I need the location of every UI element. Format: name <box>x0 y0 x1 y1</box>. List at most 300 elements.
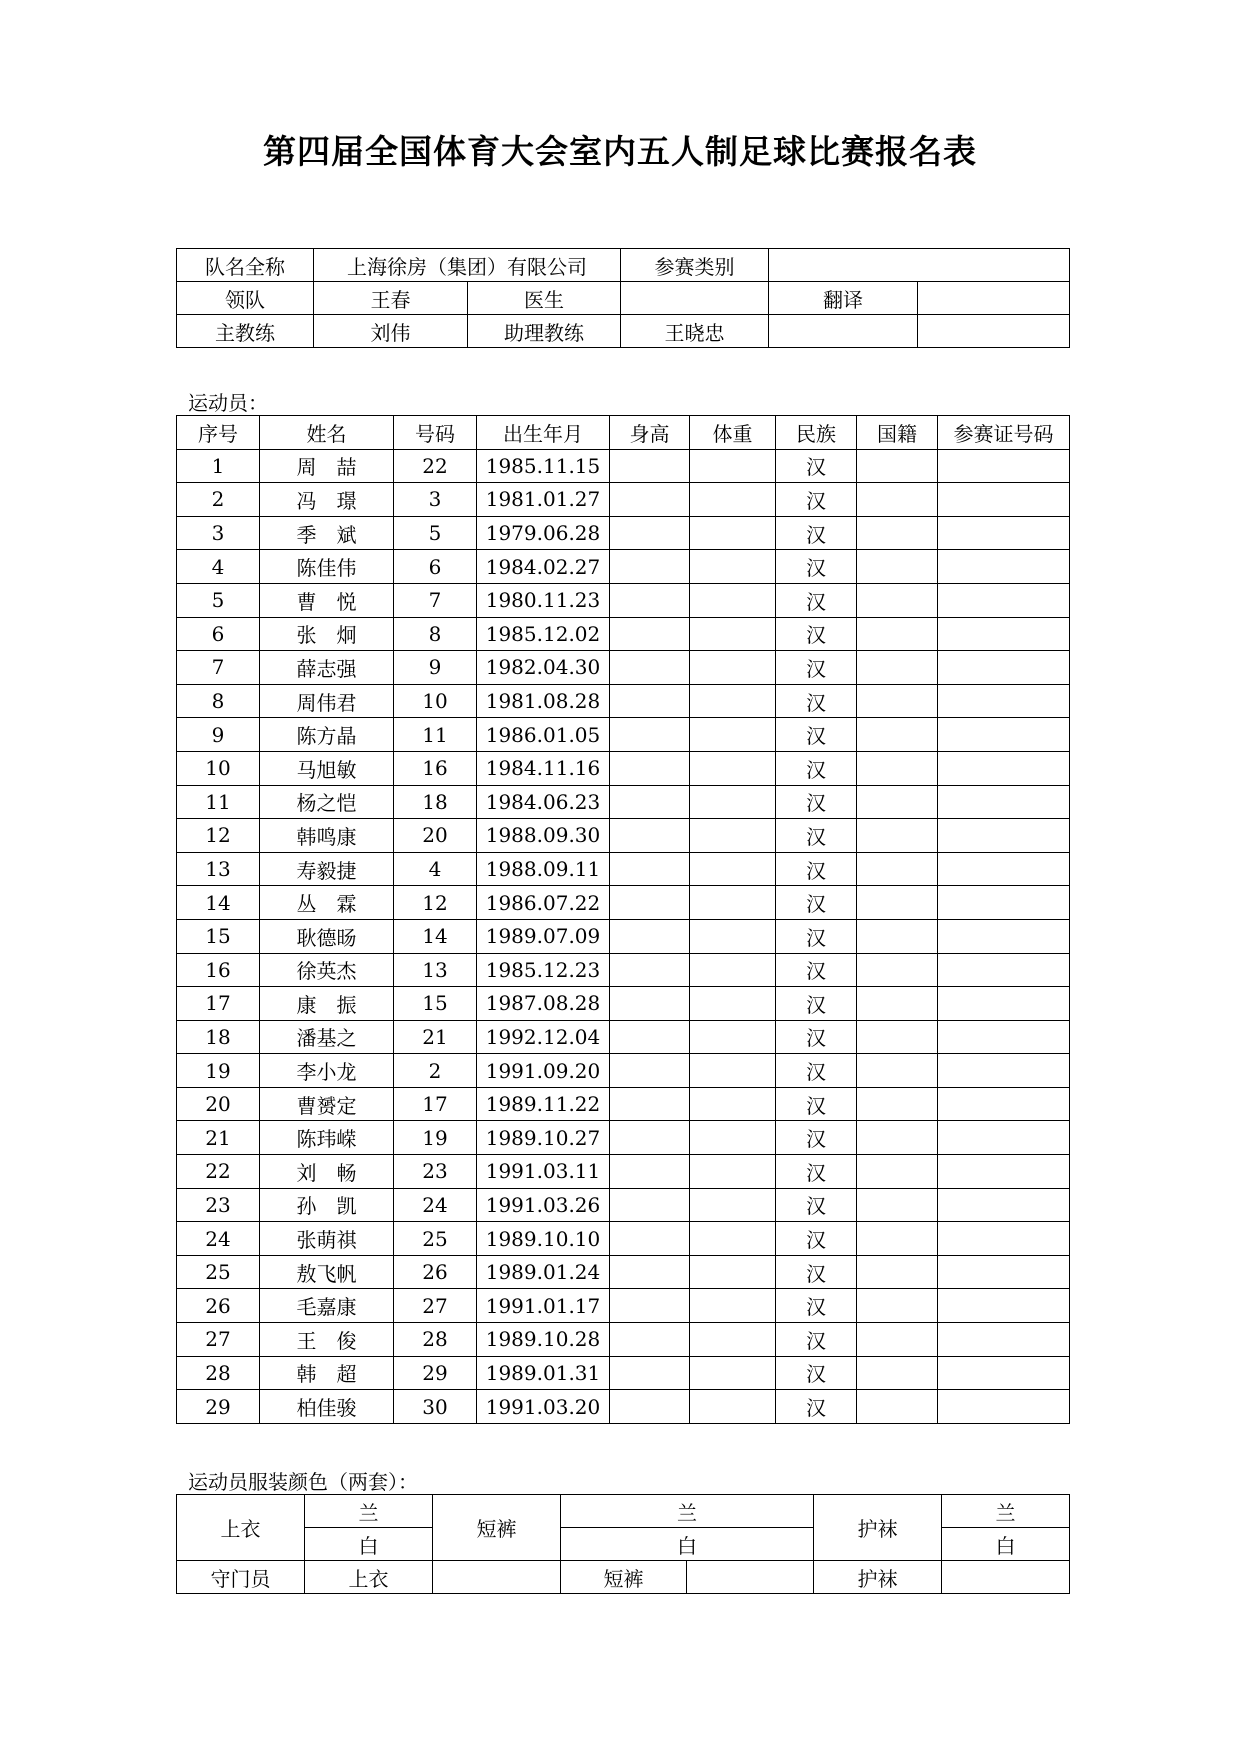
cell-nationality <box>857 987 938 1021</box>
cell-nationality <box>857 785 938 819</box>
cell-entry-card-number <box>938 987 1070 1021</box>
cell-name: 康 振 <box>260 987 394 1021</box>
table-row <box>177 953 1070 987</box>
cell-ethnicity: 汉 <box>776 852 857 886</box>
cell-ethnicity: 汉 <box>776 1020 857 1054</box>
cell-number: 25 <box>177 1255 260 1289</box>
cell-entry-card-number <box>938 953 1070 987</box>
cell-weight <box>690 919 776 953</box>
cell-weight <box>690 1390 776 1424</box>
cell-jersey-number: 4 <box>394 852 477 886</box>
cell-ethnicity: 汉 <box>776 1289 857 1323</box>
cell-birth-date: 1991.03.26 <box>477 1188 610 1222</box>
cell-name: 孙 凯 <box>260 1188 394 1222</box>
cell-birth-date: 1980.11.23 <box>477 583 610 617</box>
cell-weight <box>690 651 776 685</box>
cell-entry-card-number <box>938 1155 1070 1189</box>
shirt-color-2: 白 <box>305 1528 433 1561</box>
gk-socks-value <box>942 1561 1070 1594</box>
table-row <box>177 718 1070 752</box>
cell-height <box>610 1188 690 1222</box>
cell-name: 季 斌 <box>260 516 394 550</box>
cell-ethnicity: 汉 <box>776 785 857 819</box>
cell-nationality <box>857 1020 938 1054</box>
cell-entry-card-number <box>938 651 1070 685</box>
cell-number: 2 <box>177 483 260 517</box>
cell-number: 5 <box>177 583 260 617</box>
cell-entry-card-number <box>938 684 1070 718</box>
cell-entry-card-number <box>938 919 1070 953</box>
cell-entry-card-number <box>938 1390 1070 1424</box>
cell-height <box>610 1222 690 1256</box>
table-row <box>177 1054 1070 1088</box>
cell-entry-card-number <box>938 1323 1070 1357</box>
table-row <box>177 1356 1070 1390</box>
cell-weight <box>690 449 776 483</box>
cell-nationality <box>857 1356 938 1390</box>
leader-label: 领队 <box>177 282 314 315</box>
header-name: 姓名 <box>260 416 394 450</box>
cell-jersey-number: 25 <box>394 1222 477 1256</box>
cell-jersey-number: 21 <box>394 1020 477 1054</box>
cell-nationality <box>857 1255 938 1289</box>
cell-height <box>610 651 690 685</box>
goalkeeper-row <box>177 1561 1070 1594</box>
table-row <box>177 1323 1070 1357</box>
cell-birth-date: 1991.01.17 <box>477 1289 610 1323</box>
cell-birth-date: 1984.02.27 <box>477 550 610 584</box>
cell-name: 潘基之 <box>260 1020 394 1054</box>
cell-jersey-number: 17 <box>394 1087 477 1121</box>
cell-entry-card-number <box>938 449 1070 483</box>
cell-name: 杨之恺 <box>260 785 394 819</box>
cell-birth-date: 1979.06.28 <box>477 516 610 550</box>
cell-nationality <box>857 1087 938 1121</box>
cell-number: 8 <box>177 684 260 718</box>
cell-ethnicity: 汉 <box>776 1054 857 1088</box>
cell-jersey-number: 13 <box>394 953 477 987</box>
cell-height <box>610 953 690 987</box>
cell-weight <box>690 583 776 617</box>
table-row <box>177 449 1070 483</box>
cell-weight <box>690 819 776 853</box>
cell-jersey-number: 15 <box>394 987 477 1021</box>
cell-number: 10 <box>177 751 260 785</box>
cell-number: 6 <box>177 617 260 651</box>
cell-birth-date: 1986.07.22 <box>477 886 610 920</box>
cell-ethnicity: 汉 <box>776 550 857 584</box>
cell-entry-card-number <box>938 785 1070 819</box>
table-row <box>177 1289 1070 1323</box>
cell-ethnicity: 汉 <box>776 886 857 920</box>
doctor-label: 医生 <box>468 282 621 315</box>
cell-birth-date: 1989.10.28 <box>477 1323 610 1357</box>
cell-height <box>610 852 690 886</box>
cell-weight <box>690 1323 776 1357</box>
cell-nationality <box>857 449 938 483</box>
cell-birth-date: 1987.08.28 <box>477 987 610 1021</box>
table-row <box>177 1188 1070 1222</box>
category-value <box>769 249 1070 282</box>
cell-weight <box>690 751 776 785</box>
cell-birth-date: 1992.12.04 <box>477 1020 610 1054</box>
gk-socks-label: 护袜 <box>814 1561 942 1594</box>
cell-name: 刘 畅 <box>260 1155 394 1189</box>
cell-number: 18 <box>177 1020 260 1054</box>
cell-nationality <box>857 651 938 685</box>
cell-height <box>610 583 690 617</box>
cell-number: 9 <box>177 718 260 752</box>
cell-height <box>610 718 690 752</box>
cell-entry-card-number <box>938 1087 1070 1121</box>
cell-ethnicity: 汉 <box>776 1155 857 1189</box>
cell-nationality <box>857 1323 938 1357</box>
cell-name: 周伟君 <box>260 684 394 718</box>
cell-birth-date: 1984.06.23 <box>477 785 610 819</box>
cell-height <box>610 1356 690 1390</box>
cell-height <box>610 1121 690 1155</box>
cell-number: 14 <box>177 886 260 920</box>
cell-weight <box>690 886 776 920</box>
cell-jersey-number: 28 <box>394 1323 477 1357</box>
cell-number: 1 <box>177 449 260 483</box>
cell-birth-date: 1986.01.05 <box>477 718 610 752</box>
cell-entry-card-number <box>938 516 1070 550</box>
cell-nationality <box>857 1222 938 1256</box>
cell-height <box>610 516 690 550</box>
cell-number: 7 <box>177 651 260 685</box>
leader-value: 王春 <box>314 282 468 315</box>
cell-birth-date: 1981.01.27 <box>477 483 610 517</box>
team-row-leader <box>177 282 1070 315</box>
cell-entry-card-number <box>938 852 1070 886</box>
cell-nationality <box>857 1188 938 1222</box>
cell-weight <box>690 1054 776 1088</box>
cell-ethnicity: 汉 <box>776 1390 857 1424</box>
socks-color-2: 白 <box>942 1528 1070 1561</box>
table-row <box>177 550 1070 584</box>
cell-jersey-number: 27 <box>394 1289 477 1323</box>
cell-name: 张 炯 <box>260 617 394 651</box>
cell-jersey-number: 24 <box>394 1188 477 1222</box>
cell-weight <box>690 1121 776 1155</box>
cell-nationality <box>857 550 938 584</box>
cell-nationality <box>857 919 938 953</box>
cell-entry-card-number <box>938 483 1070 517</box>
cell-name: 陈玮嵘 <box>260 1121 394 1155</box>
cell-ethnicity: 汉 <box>776 483 857 517</box>
cell-ethnicity: 汉 <box>776 1255 857 1289</box>
header-number: 序号 <box>177 416 260 450</box>
cell-birth-date: 1989.11.22 <box>477 1087 610 1121</box>
gk-shirt-label: 上衣 <box>305 1561 433 1594</box>
header-nationality: 国籍 <box>857 416 938 450</box>
cell-nationality <box>857 583 938 617</box>
cell-weight <box>690 1222 776 1256</box>
cell-nationality <box>857 1390 938 1424</box>
cell-height <box>610 919 690 953</box>
uniform-label: 运动员服装颜色（两套）： <box>188 1470 418 1494</box>
cell-nationality <box>857 1289 938 1323</box>
cell-birth-date: 1991.03.11 <box>477 1155 610 1189</box>
cell-weight <box>690 1255 776 1289</box>
cell-ethnicity: 汉 <box>776 718 857 752</box>
cell-number: 19 <box>177 1054 260 1088</box>
cell-nationality <box>857 852 938 886</box>
cell-weight <box>690 718 776 752</box>
cell-height <box>610 1289 690 1323</box>
shorts-color-2: 白 <box>561 1528 814 1561</box>
cell-ethnicity: 汉 <box>776 953 857 987</box>
cell-entry-card-number <box>938 751 1070 785</box>
uniform-row-1 <box>177 1495 1070 1528</box>
cell-name: 敖飞帆 <box>260 1255 394 1289</box>
table-row <box>177 617 1070 651</box>
cell-weight <box>690 987 776 1021</box>
cell-name: 薛志强 <box>260 651 394 685</box>
team-row-coach <box>177 315 1070 348</box>
cell-birth-date: 1982.04.30 <box>477 651 610 685</box>
table-row <box>177 987 1070 1021</box>
cell-birth-date: 1991.09.20 <box>477 1054 610 1088</box>
translator-value <box>918 282 1070 315</box>
cell-weight <box>690 1020 776 1054</box>
cell-height <box>610 785 690 819</box>
head-coach-label: 主教练 <box>177 315 314 348</box>
uniform-table <box>176 1494 1070 1594</box>
cell-number: 11 <box>177 785 260 819</box>
cell-weight <box>690 483 776 517</box>
socks-color-1: 兰 <box>942 1495 1070 1528</box>
table-row <box>177 684 1070 718</box>
athletes-header-row <box>177 416 1070 450</box>
cell-birth-date: 1991.03.20 <box>477 1390 610 1424</box>
cell-number: 22 <box>177 1155 260 1189</box>
team-info-table <box>176 248 1070 348</box>
cell-jersey-number: 8 <box>394 617 477 651</box>
header-ethnicity: 民族 <box>776 416 857 450</box>
cell-weight <box>690 1356 776 1390</box>
table-row <box>177 1255 1070 1289</box>
cell-name: 耿德旸 <box>260 919 394 953</box>
cell-height <box>610 1155 690 1189</box>
cell-birth-date: 1988.09.11 <box>477 852 610 886</box>
cell-weight <box>690 516 776 550</box>
cell-jersey-number: 5 <box>394 516 477 550</box>
team-name-value: 上海徐房（集团）有限公司 <box>314 249 621 282</box>
cell-jersey-number: 16 <box>394 751 477 785</box>
cell-entry-card-number <box>938 583 1070 617</box>
socks-label: 护袜 <box>814 1495 942 1561</box>
cell-ethnicity: 汉 <box>776 1121 857 1155</box>
table-row <box>177 651 1070 685</box>
cell-entry-card-number <box>938 718 1070 752</box>
cell-nationality <box>857 483 938 517</box>
shorts-label: 短裤 <box>433 1495 561 1561</box>
cell-jersey-number: 29 <box>394 1356 477 1390</box>
cell-entry-card-number <box>938 617 1070 651</box>
team-name-label: 队名全称 <box>177 249 314 282</box>
cell-jersey-number: 22 <box>394 449 477 483</box>
table-row <box>177 819 1070 853</box>
cell-entry-card-number <box>938 1289 1070 1323</box>
cell-height <box>610 550 690 584</box>
table-row <box>177 1020 1070 1054</box>
cell-weight <box>690 617 776 651</box>
cell-entry-card-number <box>938 819 1070 853</box>
cell-number: 12 <box>177 819 260 853</box>
athletes-body <box>177 449 1070 1423</box>
header-entry-card-number: 参赛证号码 <box>938 416 1070 450</box>
cell-nationality <box>857 886 938 920</box>
shirt-color-1: 兰 <box>305 1495 433 1528</box>
cell-name: 韩 超 <box>260 1356 394 1390</box>
cell-ethnicity: 汉 <box>776 583 857 617</box>
cell-weight <box>690 1188 776 1222</box>
athletes-label: 运动员： <box>188 391 268 415</box>
cell-number: 23 <box>177 1188 260 1222</box>
cell-height <box>610 1323 690 1357</box>
gk-shirt-value <box>433 1561 561 1594</box>
header-weight: 体重 <box>690 416 776 450</box>
cell-jersey-number: 19 <box>394 1121 477 1155</box>
cell-name: 陈佳伟 <box>260 550 394 584</box>
cell-height <box>610 1255 690 1289</box>
table-row <box>177 886 1070 920</box>
cell-ethnicity: 汉 <box>776 1188 857 1222</box>
assistant-coach-value: 王晓忠 <box>621 315 769 348</box>
athletes-table <box>176 415 1070 1424</box>
cell-jersey-number: 6 <box>394 550 477 584</box>
cell-ethnicity: 汉 <box>776 919 857 953</box>
cell-ethnicity: 汉 <box>776 516 857 550</box>
cell-jersey-number: 26 <box>394 1255 477 1289</box>
cell-birth-date: 1985.11.15 <box>477 449 610 483</box>
table-row <box>177 919 1070 953</box>
cell-name: 徐英杰 <box>260 953 394 987</box>
cell-birth-date: 1984.11.16 <box>477 751 610 785</box>
cell-height <box>610 1020 690 1054</box>
cell-number: 27 <box>177 1323 260 1357</box>
cell-birth-date: 1981.08.28 <box>477 684 610 718</box>
cell-birth-date: 1985.12.02 <box>477 617 610 651</box>
cell-jersey-number: 9 <box>394 651 477 685</box>
table-row <box>177 852 1070 886</box>
gk-shorts-value <box>687 1561 814 1594</box>
cell-name: 陈方晶 <box>260 718 394 752</box>
cell-jersey-number: 20 <box>394 819 477 853</box>
cell-ethnicity: 汉 <box>776 1356 857 1390</box>
page-title: 第四届全国体育大会室内五人制足球比赛报名表 <box>263 132 977 171</box>
cell-nationality <box>857 516 938 550</box>
cell-nationality <box>857 684 938 718</box>
cell-ethnicity: 汉 <box>776 651 857 685</box>
cell-weight <box>690 684 776 718</box>
cell-number: 20 <box>177 1087 260 1121</box>
team-row-name <box>177 249 1070 282</box>
cell-entry-card-number <box>938 1020 1070 1054</box>
cell-height <box>610 483 690 517</box>
cell-ethnicity: 汉 <box>776 751 857 785</box>
cell-nationality <box>857 819 938 853</box>
table-row <box>177 516 1070 550</box>
cell-nationality <box>857 1155 938 1189</box>
cell-ethnicity: 汉 <box>776 1222 857 1256</box>
cell-nationality <box>857 617 938 651</box>
cell-name: 丛 霖 <box>260 886 394 920</box>
cell-entry-card-number <box>938 1121 1070 1155</box>
table-row <box>177 785 1070 819</box>
cell-jersey-number: 14 <box>394 919 477 953</box>
cell-number: 16 <box>177 953 260 987</box>
cell-name: 曹赟定 <box>260 1087 394 1121</box>
cell-number: 28 <box>177 1356 260 1390</box>
cell-name: 李小龙 <box>260 1054 394 1088</box>
table-row <box>177 1087 1070 1121</box>
cell-nationality <box>857 1054 938 1088</box>
coach-row-empty-1 <box>769 315 918 348</box>
shirt-label: 上衣 <box>177 1495 305 1561</box>
cell-entry-card-number <box>938 1255 1070 1289</box>
cell-jersey-number: 12 <box>394 886 477 920</box>
cell-nationality <box>857 718 938 752</box>
cell-birth-date: 1989.01.24 <box>477 1255 610 1289</box>
table-row <box>177 483 1070 517</box>
cell-ethnicity: 汉 <box>776 449 857 483</box>
cell-birth-date: 1989.10.27 <box>477 1121 610 1155</box>
cell-entry-card-number <box>938 550 1070 584</box>
cell-height <box>610 886 690 920</box>
cell-number: 26 <box>177 1289 260 1323</box>
head-coach-value: 刘伟 <box>314 315 468 348</box>
cell-name: 韩鸣康 <box>260 819 394 853</box>
cell-weight <box>690 785 776 819</box>
cell-name: 张萌祺 <box>260 1222 394 1256</box>
cell-ethnicity: 汉 <box>776 987 857 1021</box>
cell-height <box>610 819 690 853</box>
cell-ethnicity: 汉 <box>776 1087 857 1121</box>
cell-number: 21 <box>177 1121 260 1155</box>
cell-ethnicity: 汉 <box>776 1323 857 1357</box>
cell-height <box>610 1087 690 1121</box>
cell-number: 24 <box>177 1222 260 1256</box>
cell-number: 29 <box>177 1390 260 1424</box>
cell-entry-card-number <box>938 1054 1070 1088</box>
cell-birth-date: 1985.12.23 <box>477 953 610 987</box>
cell-height <box>610 987 690 1021</box>
cell-name: 马旭敏 <box>260 751 394 785</box>
cell-jersey-number: 23 <box>394 1155 477 1189</box>
cell-nationality <box>857 1121 938 1155</box>
coach-row-empty-2 <box>918 315 1070 348</box>
cell-jersey-number: 7 <box>394 583 477 617</box>
cell-birth-date: 1989.10.10 <box>477 1222 610 1256</box>
cell-height <box>610 684 690 718</box>
header-height: 身高 <box>610 416 690 450</box>
cell-weight <box>690 1289 776 1323</box>
cell-name: 王 俊 <box>260 1323 394 1357</box>
table-row <box>177 583 1070 617</box>
cell-name: 寿毅捷 <box>260 852 394 886</box>
doctor-value <box>621 282 769 315</box>
cell-jersey-number: 2 <box>394 1054 477 1088</box>
cell-weight <box>690 1087 776 1121</box>
cell-entry-card-number <box>938 886 1070 920</box>
cell-weight <box>690 550 776 584</box>
cell-name: 冯 璟 <box>260 483 394 517</box>
cell-name: 曹 悦 <box>260 583 394 617</box>
table-row <box>177 1155 1070 1189</box>
